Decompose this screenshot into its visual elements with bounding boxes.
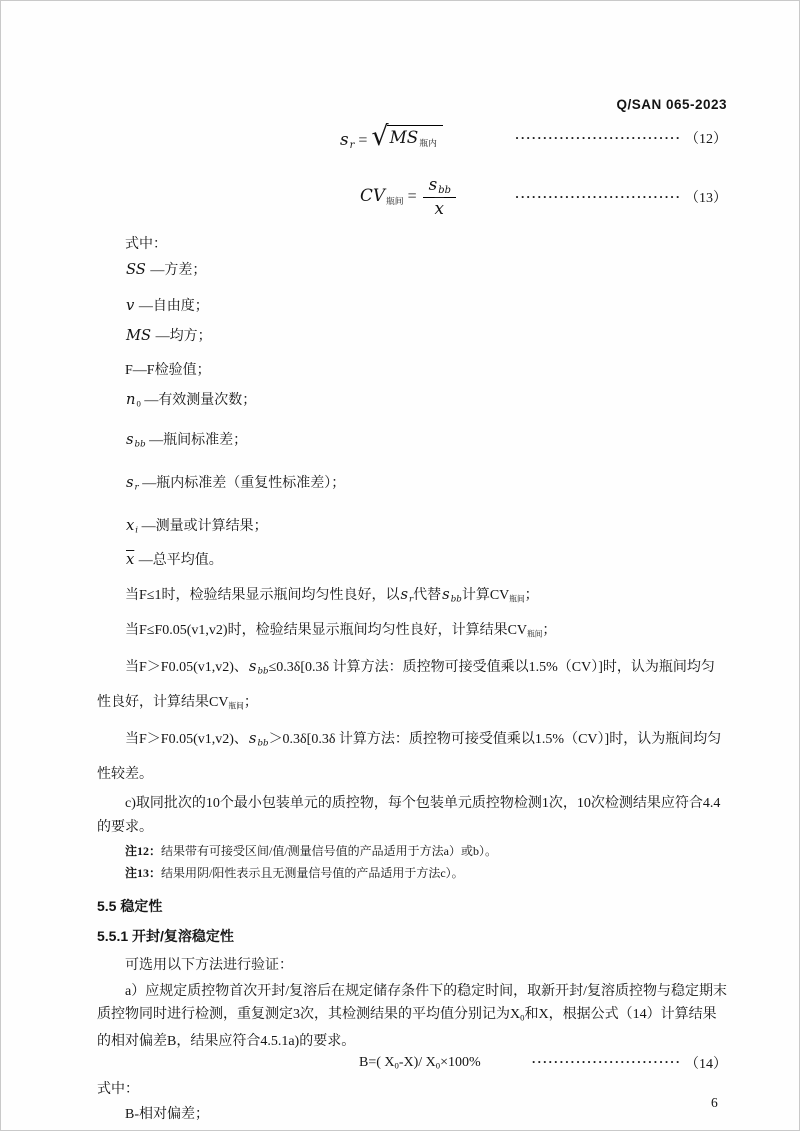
definition-sbb: sbb —瓶间标准差；	[126, 431, 248, 450]
definition-f: F—F检验值；	[125, 363, 211, 378]
formula-12-lhs: sr =	[340, 129, 372, 151]
paragraph-f-gt-good: 当F＞F0.05(v1,v2)、sbb≤0.3δ[0.3δ 计算方法：质控物可接受值乘以1.5%（CV）]时，认为瓶间均匀性良好，计算结果CV瓶间；	[97, 657, 715, 711]
definition-ms: MS —均方；	[126, 327, 212, 344]
note-12-label: 注12：	[125, 844, 162, 859]
sqrt-radical	[371, 121, 443, 153]
heading-5-5: 5.5 稳定性	[97, 898, 163, 915]
formula-13-lhs: CV瓶间 =	[360, 184, 421, 206]
paragraph-f-le-1: 当F≤1时，检验结果显示瓶间均匀性良好，以sr代替sbb计算CV瓶间；	[125, 586, 539, 605]
definition-ss: SS —方差；	[126, 261, 207, 278]
note-12	[125, 840, 727, 862]
formula-14-number: （14）	[685, 1056, 727, 1072]
definition-sr: sr —瓶内标准差（重复性标准差）；	[126, 474, 346, 493]
formula-13-expression	[359, 175, 456, 220]
where-intro-2: 式中：	[97, 1081, 139, 1097]
formula-12-row	[97, 119, 727, 157]
fraction-numerator: sbb	[423, 175, 456, 198]
note-13-text: 结果用阴/阳性表示且无测量信号值的产品适用于方法c）。	[161, 866, 464, 881]
note-13	[125, 862, 727, 884]
definition-xi: xi —测量或计算结果；	[126, 517, 268, 536]
paragraph-f-gt-poor: 当F＞F0.05(v1,v2)、sbb＞0.3δ[0.3δ 计算方法：质控物可接受值乘以1.5%（CV）]时，认为瓶间均匀性较差。	[97, 729, 722, 783]
definition-b: B-相对偏差；	[125, 1106, 209, 1122]
formula-12-leader-group	[515, 128, 727, 148]
note-12-text: 结果带有可接受区间/值/测量信号值的产品适用于方法a）或b）。	[161, 844, 498, 859]
formula-13-number: （13）	[685, 191, 727, 206]
doc-number: Q/SAN 065-2023	[616, 97, 727, 112]
paragraph-f-le-f005: 当F≤F0.05(v1,v2)时，检验结果显示瓶间均匀性良好，计算结果CV瓶间；	[125, 623, 557, 639]
page-number: 6	[711, 1095, 718, 1110]
dotted-leader: ······························	[514, 188, 681, 204]
formula-12-radicand: MS瓶内	[387, 125, 443, 149]
radical-sign-icon: √	[371, 121, 389, 153]
formula-13-row	[97, 169, 727, 225]
fraction	[423, 175, 456, 220]
where-intro: 式中：	[125, 237, 167, 252]
formula-14-expression: B=( X0-X)/ X0×100%	[359, 1054, 481, 1071]
section-intro: 可选用以下方法进行验证：	[125, 958, 293, 974]
paragraph-method-a: a）应规定质控物首次开封/复溶后在规定储存条件下的稳定时间，取新开封/复溶质控物与稳定期末质控物同时进行检测，重复测定3次，其检测结果的平均值分别记为X0和X，根据公式（14）计算结果的相对偏差B，结果应符合4.5.1a)的要求。	[97, 984, 727, 1049]
paragraph-method-c: c)取同批次的10个最小包装单元的质控物，每个包装单元质控物检测1次，10次检测结果应符合4.4的要求。	[97, 796, 721, 836]
formula-14-row	[97, 1051, 727, 1075]
fraction-denominator: x	[434, 197, 444, 218]
formula-13-leader-group	[515, 187, 727, 207]
definition-n0: n0 —有效测量次数；	[126, 391, 257, 409]
definition-xbar: $\overline{x}$ —总平均值。	[126, 551, 223, 568]
heading-5-5-1: 5.5.1 开封/复溶稳定性	[97, 928, 234, 945]
dotted-leader: ···························	[531, 1054, 681, 1070]
formula-12-expression	[339, 121, 443, 153]
dotted-leader: ······························	[514, 129, 681, 145]
formula-12-number: （12）	[685, 132, 727, 147]
formula-14-leader-group	[532, 1053, 727, 1073]
definition-v: v —自由度；	[126, 297, 209, 314]
note-13-label: 注13：	[125, 866, 162, 881]
